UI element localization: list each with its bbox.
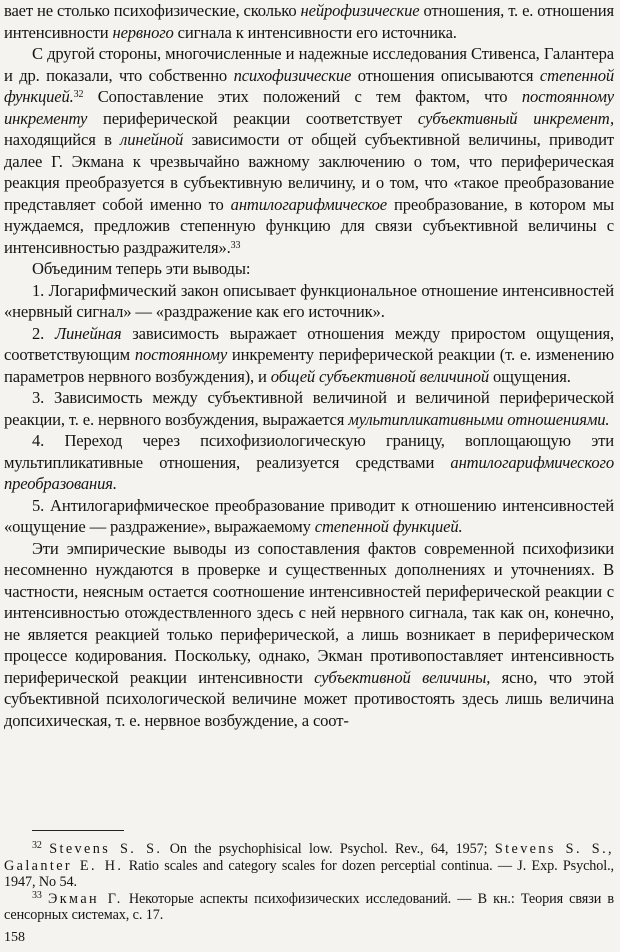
p-continuation: [4, 0, 614, 43]
text-run: отношения, т. е. отношения интенсивности: [4, 1, 614, 42]
text-run: Сопоставление этих положений с тем фактом, что: [83, 87, 522, 106]
footnote-ref: 33: [230, 239, 241, 251]
text-run: С другой стороны, многочисленные и надежные исследования Стивенса, Галантера и др. показали, что собственно: [4, 44, 614, 85]
text-run: On the psychophisical low. Psychol. Rev., 64, 1957;: [162, 841, 495, 857]
text-run: Stevens S. S., Galanter E. H.: [4, 841, 614, 874]
text-run: преобразование, в котором мы нуждаемся, предложив степенную функцию для связи субъективной величины с интенсивностью раздражителя».: [4, 194, 614, 257]
text-run: находящийся в: [4, 130, 121, 149]
emphasis: субъективной величины,: [314, 667, 491, 687]
emphasis: степенной функцией.: [314, 517, 463, 536]
fn-33: [4, 891, 614, 924]
p-conclusion: [4, 538, 614, 732]
p-item-2: [4, 323, 614, 388]
footnote-ref: 32: [73, 89, 84, 100]
footnote-ref: 32: [32, 840, 42, 851]
main-text: [4, 0, 614, 731]
footnote-ref: 33: [32, 889, 42, 901]
emphasis: Линейная: [54, 323, 122, 343]
text-run: Эти эмпирические выводы из сопоставления фактов современной психофизики несомненно нуждаются в проверке и существенных дополнениях и уточнениях. В частности, неясным остается соотношение интенсивностей периферической реакции с интенсивностью отождествленного здесь с ней нервного сигнала, так как он, конечно, не является реакцией только периферической, а лишь возникает в периферическом процессе кодирования. Поскольку, однако, Экман противопоставляет интенсивность периферической реакции интенсивности: [4, 538, 614, 687]
text-run: зависимость выражает отношения между приростом ощущения, соответствующим: [4, 323, 614, 364]
p-item-1: [4, 280, 614, 323]
emphasis: мультипликативными отношениями.: [348, 409, 610, 429]
emphasis: антилогарифмического преобразования.: [4, 452, 614, 493]
text-run: 3. Зависимость между субъективной величиной и величиной периферической реакции, т. е. нервного возбуждения, выражается: [4, 388, 614, 429]
fn-32: [4, 841, 614, 891]
emphasis: антилогарифмическое: [230, 194, 387, 214]
p-stevens: [4, 43, 614, 258]
text-run: 1. Логарифмический закон описывает функциональное отношение интенсивностей «нервный сигнал» — «раздражение как его источник».: [4, 280, 614, 321]
emphasis: степенной функцией.: [4, 65, 614, 106]
page-number: 158: [4, 930, 25, 945]
footnote-separator: [32, 830, 124, 831]
emphasis: постоянному инкременту: [4, 87, 614, 128]
text-run: отношения описываются: [351, 65, 540, 85]
text-run: Stevens S. S.: [49, 841, 163, 857]
p-item-4: [4, 430, 614, 495]
text-run: инкременту периферической реакции (т. е. изменению параметров нервного возбуждения), и: [4, 345, 614, 386]
text-run: 4. Переход через психофизиологическую границу, воплощающую эти мультипликативные отношения, реализуется средствами: [4, 431, 614, 472]
p-item-5: [4, 495, 614, 538]
text-run: Некоторые аспекты психофизических исследований. — В кн.: Теория связи в сенсорных системах, с. 17.: [4, 890, 614, 923]
text-run: вает не столько психофизические, сколько: [4, 1, 301, 20]
emphasis: нервного: [112, 22, 174, 42]
emphasis: субъективный инкремент,: [417, 108, 614, 128]
emphasis: нейрофизические: [300, 1, 420, 20]
emphasis: линейной: [120, 130, 184, 149]
emphasis: психофизические: [233, 65, 352, 85]
text-run: Ratio scales and category scales for dozen perceptial continua. — J. Exp. Psychol., 1947, No 54.: [4, 857, 614, 890]
p-item-3: [4, 387, 614, 430]
text-run: Экман Г.: [48, 890, 123, 907]
text-run: ясно, что этой субъективной психологической величине может противостоять здесь лишь величина допсихическая, т. е. нервное возбуждение, а соот-: [4, 667, 615, 730]
text-run: периферической реакции соответствует: [87, 108, 418, 128]
emphasis: постоянному: [134, 345, 228, 364]
p-combine: [4, 258, 614, 280]
text-run: зависимости от общей субъективной величины, приводит далее Г. Экмана к чрезвычайно важному заключению о том, что периферическая реакция преобразуется в субъективную величину, и о том, что «такое преобразование представляет собой именно то: [4, 130, 615, 214]
text-run: ощущения.: [489, 366, 571, 386]
text-run: 2.: [32, 323, 55, 343]
text-run: Объединим теперь эти выводы:: [32, 259, 251, 278]
emphasis: общей субъективной величиной: [270, 366, 490, 386]
text-run: 5. Антилогарифмическое преобразование приводит к отношению интенсивностей «ощущение — раздражение», выражаемому: [4, 495, 614, 536]
footnotes: [4, 841, 614, 924]
text-run: сигнала к интенсивности его источника.: [173, 22, 457, 42]
